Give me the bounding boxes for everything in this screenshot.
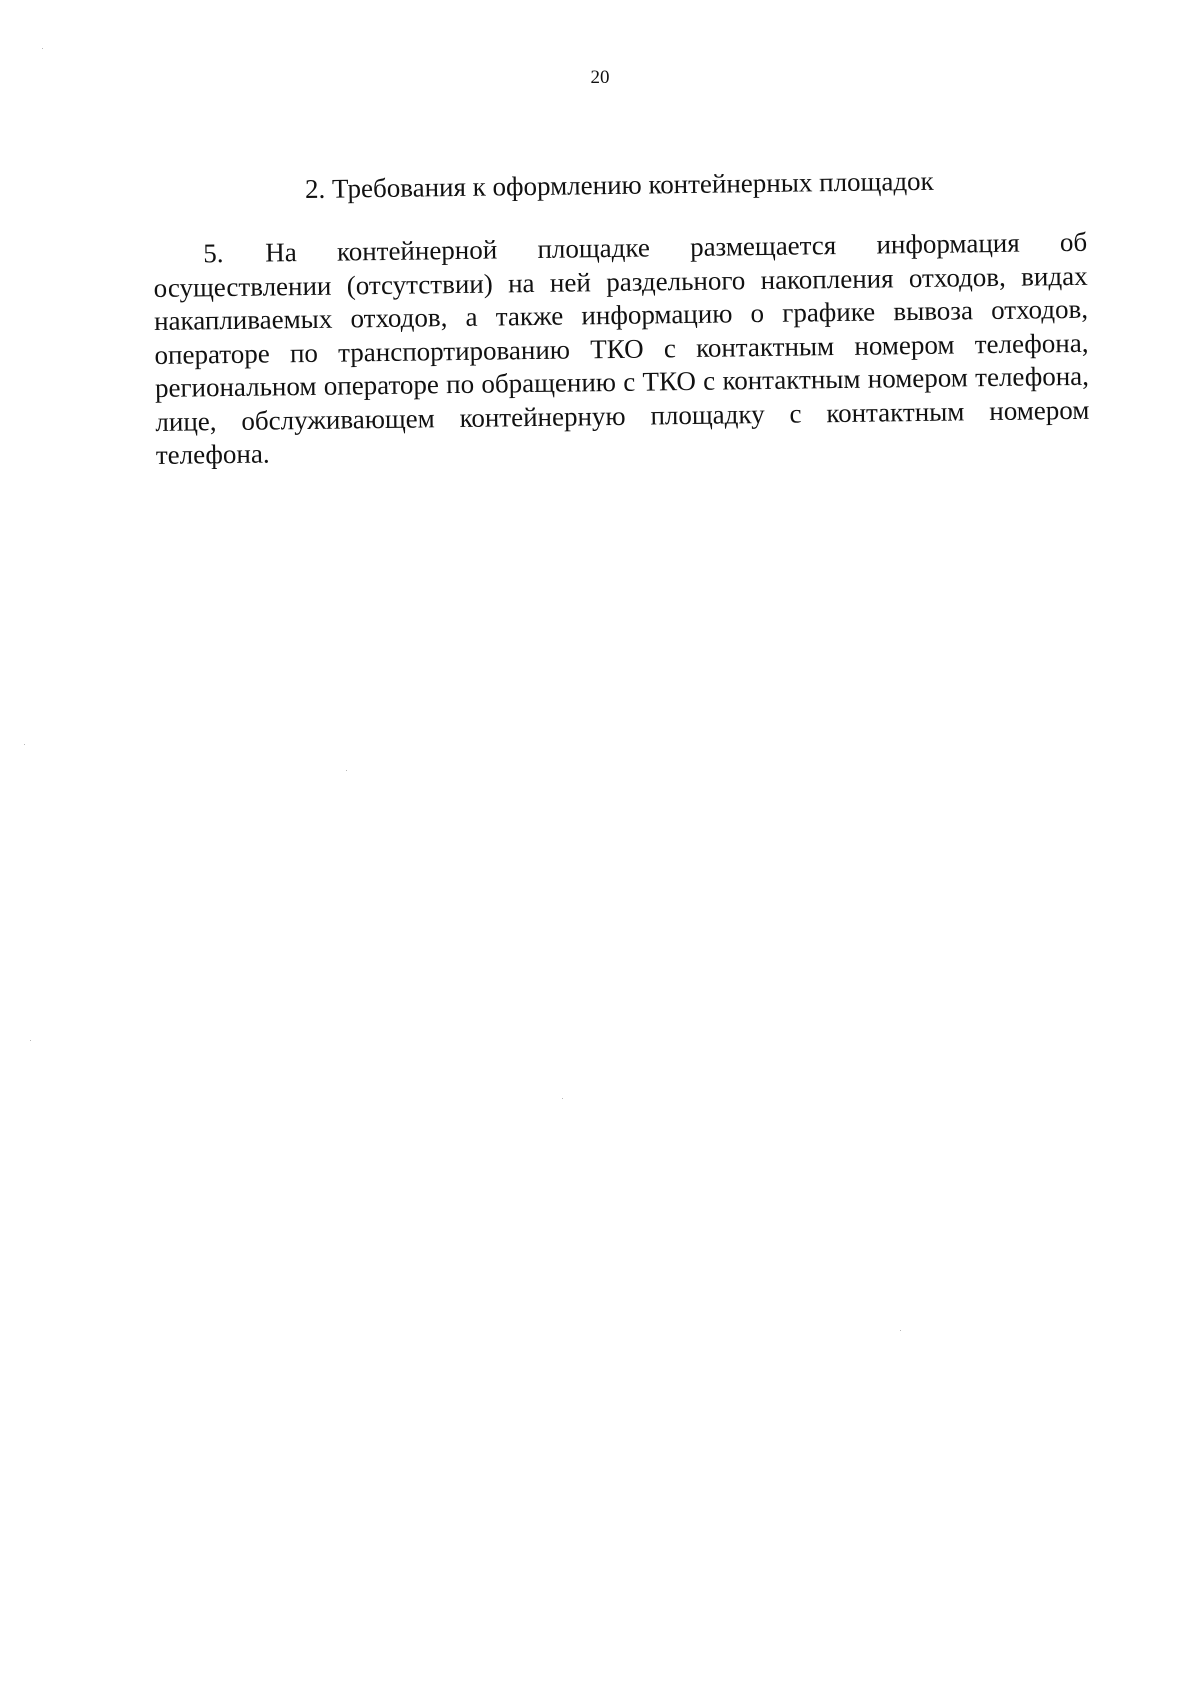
paragraph-text: На контейнерной площадке размещается информация об осуществлении (отсутствии) на ней раздельного накопления отходов, видах накапливаемых отходов, а также информацию о графике вывоза отходов, операторе по транспортированию ТКО с контактным номером телефона, региональном операторе по обращению с ТКО с контактным номером телефона, лице, обслуживающем контейнерную площадку с контактным номером телефона. — [153, 226, 1090, 470]
page-number: 20 — [590, 67, 610, 88]
scan-speck — [562, 1098, 563, 1099]
scan-speck — [900, 1330, 901, 1331]
paragraph-item-5 — [153, 226, 1090, 473]
scan-speck — [30, 1040, 31, 1041]
scan-speck — [24, 744, 25, 745]
scan-speck — [346, 770, 347, 771]
scan-speck — [42, 48, 43, 49]
document-body — [152, 148, 1090, 473]
section-heading: 2. Требования к оформлению контейнерных площадок — [304, 165, 934, 204]
item-number: 5. — [203, 238, 224, 269]
